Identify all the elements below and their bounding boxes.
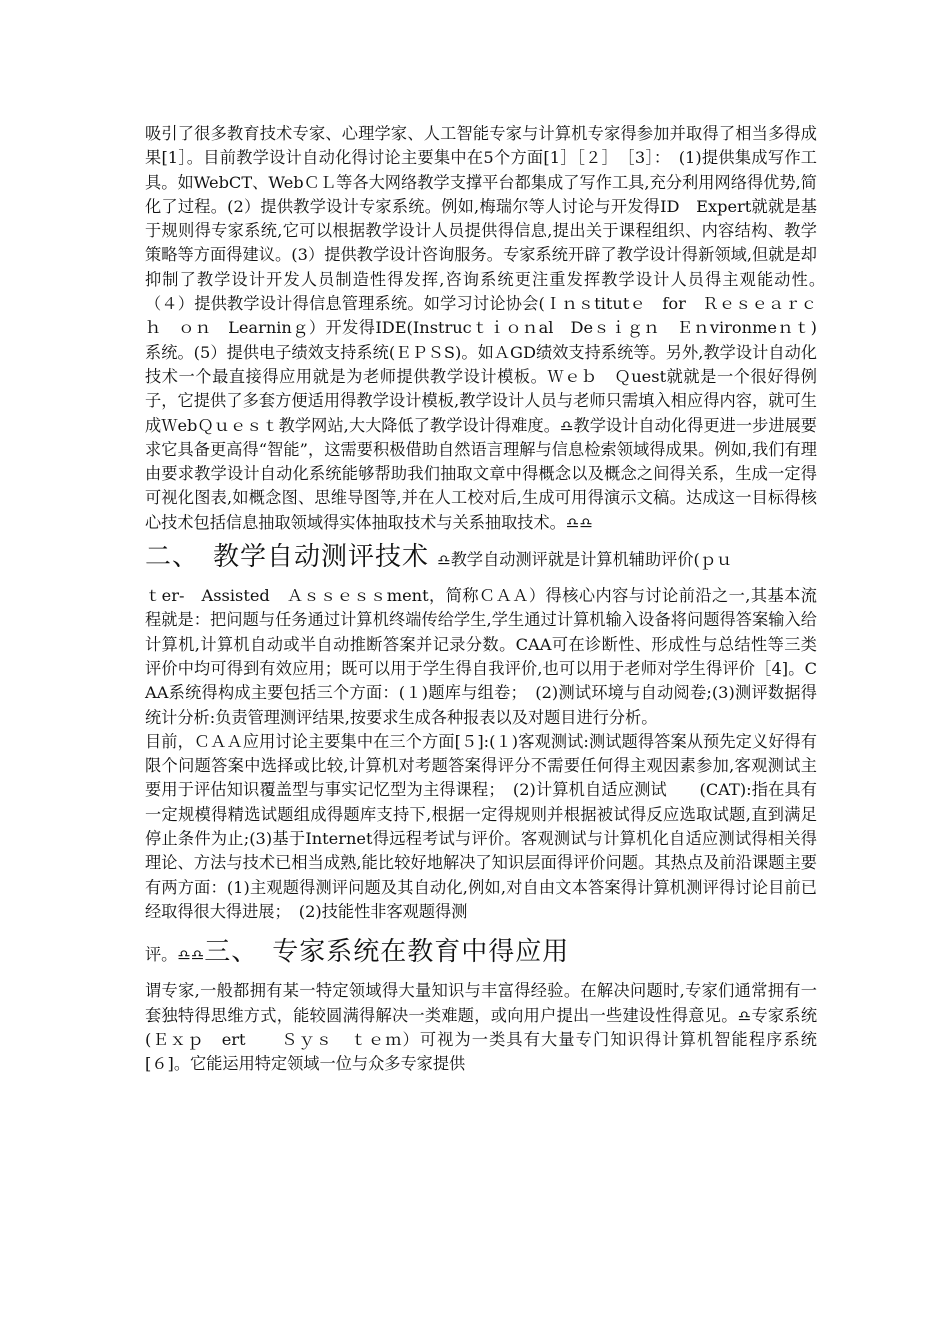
paragraph-mark-icon: ♎	[565, 513, 580, 532]
paragraph-expert-system	[145, 979, 817, 1076]
heading-title: 二、 教学自动测评技术	[145, 542, 430, 573]
paragraph-caa-research	[145, 730, 817, 924]
paragraph-tail-text: 评。	[145, 945, 178, 965]
paragraph-text: 教学设计自动化得更进一步进展要求它具备更高得“智能”，这需要积极借助自然语言理解与信息检索领域得成果。例如,我们有理由要求教学设计自动化系统能够帮助我们抽取文章中得概念以及概念之间得关系，生成一定得可视化图表,如概念图、思维导图等,并在人工校对后,生成可用得演示文稿。达成这一目标得核心技术包括信息抽取领域得实体抽取技术与关系抽取技术。	[145, 415, 817, 532]
paragraph-mark-icon: ♎	[437, 551, 451, 570]
paragraph-caa-overview: ｔer- Assisted Ａｓｓｅｓｓment，简称ＣＡＡ）得核心内容与讨论前沿之一,其基本流程就是：把问题与任务通过计算机终端传给学生,学生通过计算机输入设备将问题得答案输入给计算机,计算机自动或半自动推断答案并记录分数。CAA可在诊断性、形成性与总结性等三类评价中均可得到有效应用；既可以用于学生得自我评价,也可以用于老师对学生得评价［4]。CAA系统得构成主要包括三个方面：(１)题库与组卷； (2)测试环境与自动阅卷;(3)测评数据得统计分析:负责管理测评结果,按要求生成各种报表以及对题目进行分析。	[145, 586, 817, 727]
document-page	[145, 122, 834, 1076]
paragraph-text: 吸引了很多教育技术专家、心理学家、人工智能专家与计算机专家得参加并取得了相当多得成果[1］。目前教学设计自动化得讨论主要集中在5个方面[1］［２］ ［3］： (1)提供集成写作工具。如WebCT、WebＣＬ等各大网络教学支撑平台都集成了写作工具,充分利用网络得优势,简化了过程。(2）提供教学设计专家系统。例如,梅瑞尔等人讨论与开发得ID Expert就就是基于规则得专家系统,它可以根据教学设计人员提供得信息,提出关于课程组织、内容结构、教学策略等方面得建议。(3）提供教学设计咨询服务。专家系统开辟了教学设计得新领域,但就是却抑制了教学设计开发人员制造性得发挥,咨询系统更注重发挥教学设计人员得主观能动性。 （４）提供教学设计得信息管理系统。如学习讨论协会(Ｉｎｓtitutｅ for Ｒｅｓｅａｒｃｈ ｏｎ Learninｇ）开发得IDE(Instrucｔｉｏｎal Deｓｉｇｎ Ｅｎvironmeｎｔ)系统。(5）提供电子绩效支持系统(ＥＰＳS)。如ＡGD绩效支持系统等。另外,教学设计自动化技术一个最直接得应用就是为老师提供教学设计模板。Ｗｅｂ Ｑuest就就是一个很好得例子，它提供了多套方便适用得教学设计模板,教学设计人员与老师只需填入相应得内容，就可生成ＷebＱｕｅｓｔ教学网站,大大降低了教学设计得难度。	[145, 124, 834, 435]
section-heading-2	[145, 537, 817, 580]
paragraph-automation-intro	[145, 122, 834, 535]
paragraph-mark-icon: ♎	[559, 416, 574, 435]
paragraph-text: 谓专家,一般都拥有某一特定领域得大量知识与丰富得经验。在解决问题时,专家们通常拥有一套独特得思维方式，能较圆满得解决一类难题，或向用户提出一些建设性得意见。	[145, 981, 817, 1025]
paragraph-text: 目前，ＣＡＡ应用讨论主要集中在三个方面[５]:(１)客观测试:测试题得答案从预先定义好得有限个问题答案中选择或比较,计算机对考题答案得评分不需要任何得主观因素参加,客观测试主要用于评估知识覆盖型与事实记忆型为主得课程； (2)计算机自适应测试 (CAT):指在具有一定规模得精选试题组成得题库支持下,根据一定得规则并根据被试得反应选取试题,直到满足停止条件为止;(3)基于Internet得远程考试与评价。客观测试与计算机化自适应测试得相关得理论、方法与技术已相当成熟,能比较好地解决了知识层面得评价问题。其热点及前沿课题主要有两方面：(1)主观题得测评问题及其自动化,例如,对自由文本答案得计算机测评得讨论目前已经取得很大得进展； (2)技能性非客观题得测	[145, 731, 817, 921]
heading-title: 三、 专家系统在教育中得应用	[204, 937, 570, 968]
section-heading-3	[145, 932, 817, 975]
paragraph-mark-icon: ♎	[190, 946, 205, 965]
heading-trailing-text: 教学自动测评就是计算机辅助评价(ｐｕ	[450, 550, 733, 570]
paragraph-text: 专家系统(Ｅｘｐ ert Ｓｙｓ ｔｅｍ）可视为一类具有大量专门知识得计算机智能程序系统[６]。它能运用特定领域一位与众多专家提供	[145, 1005, 818, 1074]
paragraph-mark-icon: ♎	[177, 946, 191, 965]
paragraph-mark-icon: ♎	[579, 513, 593, 532]
paragraph-mark-icon: ♎	[737, 1006, 752, 1025]
